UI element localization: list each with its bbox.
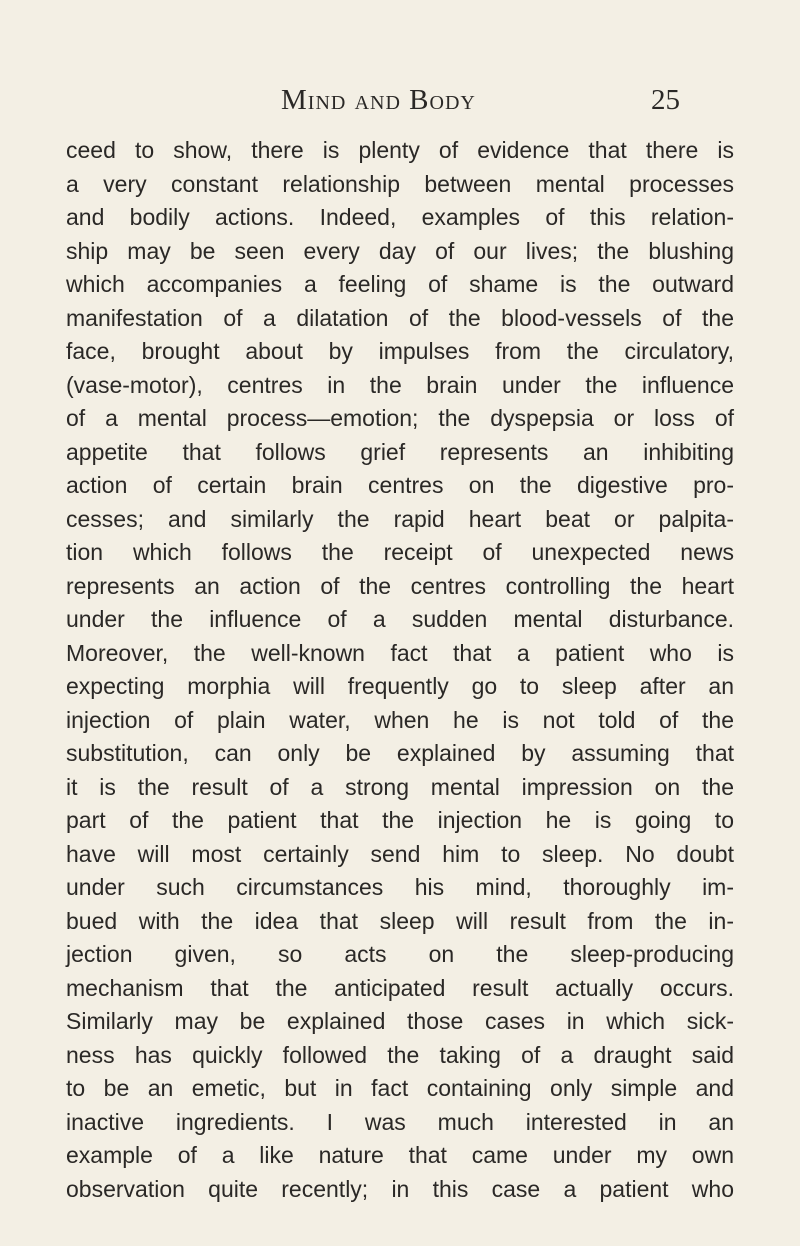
text-line: represents an action of the centres controlling the heart <box>66 572 734 599</box>
body-text <box>66 134 734 1206</box>
text-line: part of the patient that the injection he is going to <box>66 807 734 833</box>
text-line: and bodily actions. Indeed, examples of this relation- <box>66 204 734 230</box>
text-line: ness has quickly followed the taking of a draught said <box>66 1041 734 1068</box>
text-line: under the influence of a sudden mental disturbance. <box>66 606 734 632</box>
text-line: cesses; and similarly the rapid heart beat or palpita- <box>66 505 734 532</box>
text-line: example of a like nature that came under my own <box>66 1142 734 1168</box>
text-line: (vase-motor), centres in the brain under the influence <box>66 371 734 398</box>
text-line: face, brought about by impulses from the circulatory, <box>66 338 734 364</box>
text-line: to be an emetic, but in fact containing only simple and <box>66 1075 734 1101</box>
text-line: which accompanies a feeling of shame is the outward <box>66 271 734 297</box>
text-line: ship may be seen every day of our lives; the blushing <box>66 237 734 264</box>
text-line: Similarly may be explained those cases in which sick- <box>66 1008 734 1034</box>
text-line: Moreover, the well-known fact that a patient who is <box>66 639 734 666</box>
text-line: ceed to show, there is plenty of evidence that there is <box>66 137 734 163</box>
text-line: of a mental process—emotion; the dyspepsia or loss of <box>66 405 734 431</box>
text-line: expecting morphia will frequently go to sleep after an <box>66 673 734 699</box>
text-line: appetite that follows grief represents an inhibiting <box>66 438 734 465</box>
text-line: jection given, so acts on the sleep-producing <box>66 941 734 967</box>
text-line: observation quite recently; in this case a patient who <box>66 1175 734 1202</box>
running-title: Mind and Body <box>281 84 476 116</box>
text-line: bued with the idea that sleep will result from the in- <box>66 907 734 934</box>
text-line: a very constant relationship between mental processes <box>66 170 734 197</box>
text-line: manifestation of a dilatation of the blood-vessels of the <box>66 304 734 331</box>
running-head <box>0 84 800 124</box>
text-line: tion which follows the receipt of unexpected news <box>66 539 734 565</box>
text-line: it is the result of a strong mental impression on the <box>66 773 734 800</box>
text-line: mechanism that the anticipated result actually occurs. <box>66 974 734 1001</box>
text-line: under such circumstances his mind, thoroughly im- <box>66 874 734 900</box>
page-number: 25 <box>651 84 680 116</box>
text-line: have will most certainly send him to sleep. No doubt <box>66 840 734 867</box>
text-line: injection of plain water, when he is not told of the <box>66 706 734 733</box>
text-line: action of certain brain centres on the digestive pro- <box>66 472 734 498</box>
text-line: substitution, can only be explained by assuming that <box>66 740 734 766</box>
text-line: inactive ingredients. I was much interested in an <box>66 1108 734 1135</box>
